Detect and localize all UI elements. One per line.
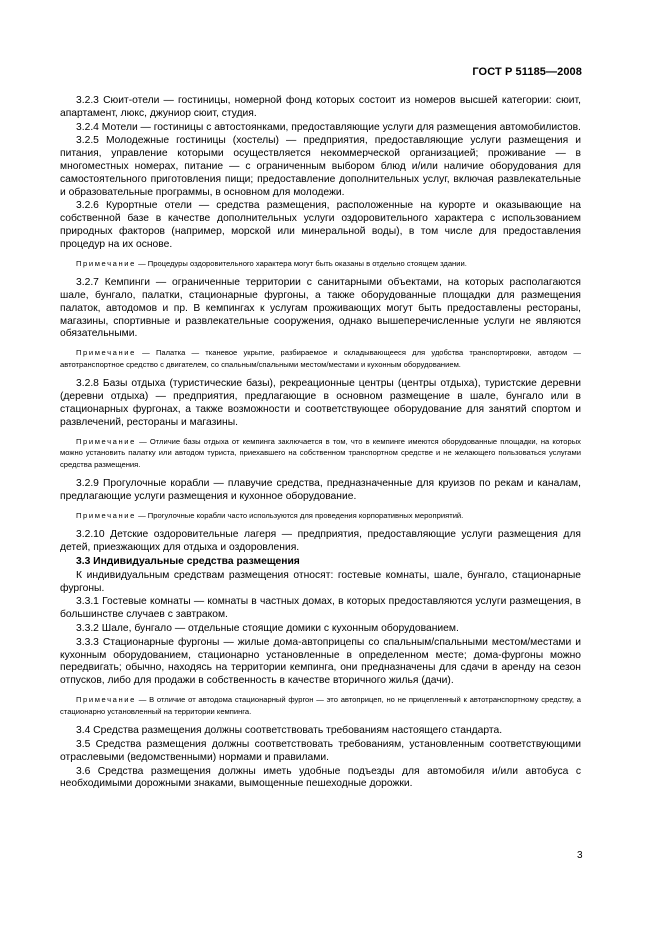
section-3-3-heading: 3.3 Индивидуальные средства размещения [76, 556, 300, 568]
paragraph-3-2-10: 3.2.10 Детские оздоровительные лагеря — предприятия, предоставляющие услуги размещения для детей, приезжающих для отдыха и оздоровления. [60, 529, 581, 554]
paragraph-3-2-5: 3.2.5 Молодежные гостиницы (хостелы) — предприятия, предоставляющие услуги размещения и питания, управление которыми осуществляется некоммерческой организацией; проживание — в многоместных номерах, питание — с ограниченным выбором блюд и/или наличие оборудования для самостоятельного приготовления пищи; предоставление дополнительных услуг, включая развлекательные и образовательные программы, в основном для молодежи. [60, 135, 581, 198]
note-text: — Процедуры оздоровительного характера могут быть оказаны в отдельно стоящем здании. [138, 258, 467, 268]
paragraph-3-4: 3.4 Средства размещения должны соответствовать требованиям настоящего стандарта. [76, 725, 503, 737]
note-label: Примечание [76, 348, 136, 358]
note-3 [60, 436, 581, 471]
note-4 [60, 510, 581, 522]
paragraph-3-2-7: 3.2.7 Кемпинги — ограниченные территории с санитарными объектами, на которых располагаются шале, бунгало, палатки, стационарные фургоны, а также оборудованные площадки для размещения палаток, автодомов и пр. В кемпингах к услугам проживающих могут быть предоставлены рестораны, магазины, спортивные и развлекательные сооружения, однако вышеперечисленные услуги не являются обязательными. [60, 277, 581, 340]
paragraph-3-3-1: 3.3.1 Гостевые комнаты — комнаты в частных домах, в которых предоставляются услуги размещения, в большинстве случаев с завтраком. [60, 596, 581, 621]
page-number: 3 [577, 850, 583, 861]
paragraph-3-2-9: 3.2.9 Прогулочные корабли — плавучие средства, предназначенные для круизов по рекам и каналам, предлагающие услуги размещения и кухонное оборудование. [60, 478, 581, 503]
note-label: Примечание [76, 510, 136, 520]
note-1 [60, 258, 581, 270]
paragraph-3-3-3: 3.3.3 Стационарные фургоны — жилые дома-автоприцепы со спальным/спальными местом/местами и кухонным оборудованием, стационарно установленные в определенном месте; дома-фургоны можно передвигать; обычно, находясь на территории кемпинга, они предназначены для сдачи в аренду на сезон отпусков, либо для продажи в собственность в качестве вторичного жилья (дачи). [60, 636, 581, 687]
note-5 [60, 694, 581, 717]
paragraph-3-6: 3.6 Средства размещения должны иметь удобные подъезды для автомобиля и/или автобуса с необходимыми дорожными знаками, вымощенные пешеходные дорожки. [60, 765, 581, 790]
paragraph-3-5: 3.5 Средства размещения должны соответствовать требованиям, установленным соответствующими отраслевыми (ведомственными) нормами и правилами. [60, 739, 581, 763]
paragraph-3-2-6: 3.2.6 Курортные отели — средства размещения, расположенные на курорте и оказывающие на собственной базе в качестве дополнительных услуги оздоровительного характера с использованием природных факторов (например, морской или минеральной воды), в том числе для предоставления процедур на их основе. [60, 200, 581, 250]
note-2 [60, 347, 581, 370]
note-label: Примечание [76, 258, 136, 268]
paragraph-3-2-8: 3.2.8 Базы отдыха (туристические базы), рекреационные центры (центры отдыха), туристские деревни (деревни отдыха) — предприятия, предлагающие в основном размещение в шале, бунгало или в стационарных фургонах, а также возможности и соответствующее оборудование для занятий спортом и развлечений, рестораны и магазины. [60, 378, 581, 428]
note-text: — Прогулочные корабли часто используются для проведения корпоративных мероприятий. [138, 510, 464, 520]
paragraph-3-2-3: 3.2.3 Сюит-отели — гостиницы, номерной фонд которых состоит из номеров высшей категории: сюит, апартамент, люкс, джуниор сюит, студия. [60, 95, 581, 119]
paragraph-3-2-4: 3.2.4 Мотели — гостиницы с автостоянками, предоставляющие услуги для размещения автомобилистов. [76, 121, 581, 133]
note-label: Примечание [76, 436, 136, 446]
paragraph-3-3-intro: К индивидуальным средствам размещения относят: гостевые комнаты, шале, бунгало, стационарные фургоны. [60, 569, 581, 594]
note-label: Примечание [76, 695, 136, 705]
note-text: — Палатка — тканевое укрытие, разбираемое и складывающееся для удобства транспортировки, автодом — автотранспортное средство с двигателем, со спальным/спальными местом/местами и кухонным оборудованием. [60, 348, 581, 369]
paragraph-3-3-2: 3.3.2 Шале, бунгало — отдельные стоящие домики с кухонным оборудованием. [76, 623, 459, 635]
note-text: — Отличие базы отдыха от кемпинга заключается в том, что в кемпинге имеются оборудованные площадки, на которых можно установить палатку или автодом туриста, приехавшего на собственном транспортном средстве и не желающего пользоваться услугами средства размещения. [60, 436, 581, 469]
document-body [60, 95, 581, 792]
document-header: ГОСТ Р 51185—2008 [472, 66, 582, 78]
note-text: — В отличие от автодома стационарный фургон — это автоприцеп, но не прицепленный к автотранспортному средству, а стационарно установленный на территории кемпинга. [60, 695, 581, 716]
